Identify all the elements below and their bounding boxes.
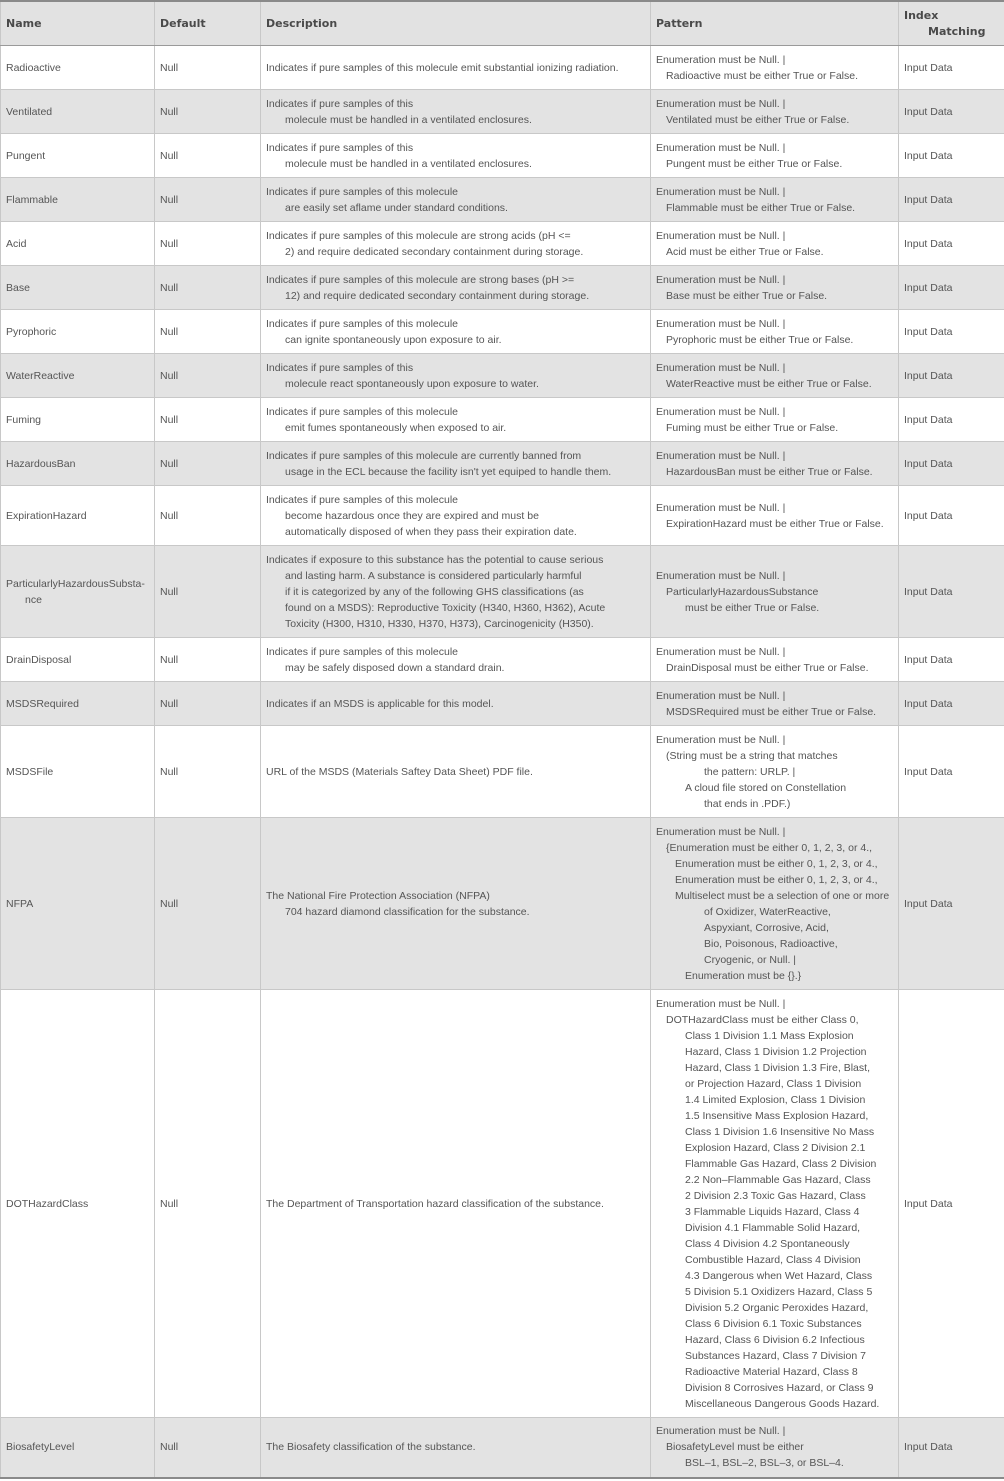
cell-default: Null	[155, 134, 261, 178]
table-row	[1, 486, 1004, 546]
cell-description	[261, 1418, 651, 1478]
cell-index-matching: Input Data	[899, 442, 1004, 486]
description-line: Indicates if pure samples of this molecule	[266, 185, 459, 198]
pattern-line: Fuming must be either True or False.	[666, 421, 839, 434]
pattern-line: Enumeration must be Null. |	[656, 273, 786, 286]
pattern-line: Hazard, Class 1 Division 1.2 Projection	[685, 1045, 867, 1058]
table-row	[1, 398, 1004, 442]
pattern-line: Hazard, Class 6 Division 6.2 Infectious	[685, 1333, 865, 1346]
pattern-line: Enumeration must be Null. |	[656, 689, 786, 702]
cell-index-matching: Input Data	[899, 818, 1004, 990]
cell-default: Null	[155, 990, 261, 1418]
cell-index-matching: Input Data	[899, 178, 1004, 222]
description-line: 2) and require dedicated secondary containment during storage.	[285, 245, 584, 258]
cell-pattern	[651, 682, 899, 726]
pattern-line: Flammable must be either True or False.	[666, 201, 856, 214]
cell-default: Null	[155, 222, 261, 266]
name-line: DOTHazardClass	[6, 1197, 89, 1210]
cell-index-matching: Input Data	[899, 134, 1004, 178]
pattern-line: Enumeration must be Null. |	[656, 733, 786, 746]
cell-index-matching: Input Data	[899, 990, 1004, 1418]
name-line: Radioactive	[6, 61, 61, 74]
cell-pattern	[651, 818, 899, 990]
name-line: NFPA	[6, 897, 34, 910]
cell-name	[1, 1418, 155, 1478]
cell-pattern	[651, 726, 899, 818]
cell-name	[1, 546, 155, 638]
pattern-line: 2 Division 2.3 Toxic Gas Hazard, Class	[685, 1189, 866, 1202]
cell-name	[1, 46, 155, 90]
cell-description	[261, 266, 651, 310]
column-header-index-matching	[899, 1, 1004, 46]
description-line: Indicates if exposure to this substance has the potential to cause serious	[266, 553, 604, 566]
pattern-line: Enumeration must be Null. |	[656, 997, 786, 1010]
pattern-line: Enumeration must be Null. |	[656, 449, 786, 462]
description-line: molecule must be handled in a ventilated enclosures.	[285, 157, 532, 170]
cell-pattern	[651, 486, 899, 546]
table-row	[1, 222, 1004, 266]
cell-name	[1, 90, 155, 134]
description-line: Indicates if pure samples of this	[266, 97, 414, 110]
cell-default: Null	[155, 1418, 261, 1478]
table-row	[1, 818, 1004, 990]
description-line: Toxicity (H300, H310, H330, H370, H373), Carcinogenicity (H350).	[285, 617, 594, 630]
cell-pattern	[651, 398, 899, 442]
description-line: Indicates if pure samples of this molecule	[266, 645, 459, 658]
description-line: Indicates if pure samples of this molecule	[266, 405, 459, 418]
cell-pattern	[651, 310, 899, 354]
table-row	[1, 266, 1004, 310]
pattern-line: Class 1 Division 1.1 Mass Explosion	[685, 1029, 854, 1042]
table-row	[1, 90, 1004, 134]
cell-index-matching: Input Data	[899, 1418, 1004, 1478]
table-row	[1, 178, 1004, 222]
pattern-line: Base must be either True or False.	[666, 289, 828, 302]
description-line: and lasting harm. A substance is considered particularly harmful	[285, 569, 582, 582]
cell-description	[261, 486, 651, 546]
description-line: Indicates if pure samples of this	[266, 361, 414, 374]
pattern-line: Pungent must be either True or False.	[666, 157, 843, 170]
cell-default: Null	[155, 818, 261, 990]
table-header	[1, 1, 1004, 46]
name-line: ExpirationHazard	[6, 509, 87, 522]
pattern-line: Enumeration must be Null. |	[656, 53, 786, 66]
description-line: are easily set aflame under standard conditions.	[285, 201, 508, 214]
description-line: molecule must be handled in a ventilated enclosures.	[285, 113, 532, 126]
pattern-line: 2.2 Non–Flammable Gas Hazard, Class	[685, 1173, 871, 1186]
cell-index-matching: Input Data	[899, 266, 1004, 310]
cell-description	[261, 90, 651, 134]
pattern-line: or Projection Hazard, Class 1 Division	[685, 1077, 862, 1090]
cell-index-matching: Input Data	[899, 398, 1004, 442]
cell-default: Null	[155, 266, 261, 310]
pattern-line: (String must be a string that matches	[666, 749, 838, 762]
pattern-line: BiosafetyLevel must be either	[666, 1441, 804, 1454]
cell-description	[261, 46, 651, 90]
description-line: become hazardous once they are expired and must be	[285, 509, 539, 522]
cell-name	[1, 354, 155, 398]
pattern-line: Enumeration must be Null. |	[656, 361, 786, 374]
cell-index-matching: Input Data	[899, 90, 1004, 134]
pattern-line: Enumeration must be Null. |	[656, 317, 786, 330]
pattern-line: MSDSRequired must be either True or False.	[666, 705, 877, 718]
description-line: Indicates if pure samples of this molecule are strong acids (pH <=	[266, 229, 571, 242]
description-line: Indicates if pure samples of this molecule	[266, 493, 459, 506]
description-line: may be safely disposed down a standard drain.	[285, 661, 505, 674]
pattern-line: of Oxidizer, WaterReactive,	[704, 905, 831, 918]
pattern-line: Enumeration must be {}.}	[685, 969, 802, 982]
description-line: automatically disposed of when they pass their expiration date.	[285, 525, 577, 538]
pattern-line: Enumeration must be either 0, 1, 2, 3, or 4.,	[675, 873, 878, 886]
cell-default: Null	[155, 310, 261, 354]
table-row	[1, 134, 1004, 178]
cell-pattern	[651, 1418, 899, 1478]
pattern-line: Bio, Poisonous, Radioactive,	[704, 937, 838, 950]
description-line: The Department of Transportation hazard classification of the substance.	[266, 1197, 604, 1210]
index-header-line2: Matching	[928, 24, 986, 38]
cell-name	[1, 990, 155, 1418]
cell-index-matching: Input Data	[899, 726, 1004, 818]
pattern-line: Ventilated must be either True or False.	[666, 113, 850, 126]
cell-default: Null	[155, 90, 261, 134]
pattern-line: Pyrophoric must be either True or False.	[666, 333, 854, 346]
cell-default: Null	[155, 442, 261, 486]
cell-index-matching: Input Data	[899, 46, 1004, 90]
pattern-line: Class 6 Division 6.1 Toxic Substances	[685, 1317, 862, 1330]
cell-description	[261, 638, 651, 682]
pattern-line: Cryogenic, or Null. |	[704, 953, 797, 966]
cell-name	[1, 442, 155, 486]
name-line: MSDSRequired	[6, 697, 79, 710]
name-line: HazardousBan	[6, 457, 76, 470]
pattern-line: Enumeration must be Null. |	[656, 1425, 786, 1438]
description-line: Indicates if pure samples of this	[266, 141, 414, 154]
cell-description	[261, 442, 651, 486]
description-line: Indicates if pure samples of this molecule	[266, 317, 459, 330]
cell-pattern	[651, 46, 899, 90]
pattern-line: Aspyxiant, Corrosive, Acid,	[704, 921, 829, 934]
cell-description	[261, 726, 651, 818]
cell-default: Null	[155, 398, 261, 442]
cell-pattern	[651, 638, 899, 682]
pattern-line: Explosion Hazard, Class 2 Division 2.1	[685, 1141, 866, 1154]
cell-index-matching: Input Data	[899, 354, 1004, 398]
name-line: WaterReactive	[6, 369, 75, 382]
cell-pattern	[651, 178, 899, 222]
cell-description	[261, 682, 651, 726]
table-body	[1, 46, 1004, 1478]
cell-description	[261, 134, 651, 178]
description-line: Indicates if pure samples of this molecule are currently banned from	[266, 449, 582, 462]
pattern-line: 1.5 Insensitive Mass Explosion Hazard,	[685, 1109, 869, 1122]
cell-name	[1, 726, 155, 818]
name-line: Ventilated	[6, 105, 53, 118]
table-row	[1, 46, 1004, 90]
cell-description	[261, 398, 651, 442]
table-row	[1, 638, 1004, 682]
pattern-line: Enumeration must be Null. |	[656, 645, 786, 658]
cell-description	[261, 178, 651, 222]
name-line: BiosafetyLevel	[6, 1441, 75, 1454]
cell-pattern	[651, 266, 899, 310]
pattern-line: that ends in .PDF.)	[704, 797, 791, 810]
cell-pattern	[651, 222, 899, 266]
index-header-line1: Index	[904, 8, 939, 22]
cell-description	[261, 354, 651, 398]
pattern-line: the pattern: URLP. |	[704, 765, 796, 778]
table-row	[1, 1418, 1004, 1478]
cell-description	[261, 222, 651, 266]
table-row	[1, 546, 1004, 638]
cell-default: Null	[155, 486, 261, 546]
pattern-line: A cloud file stored on Constellation	[685, 781, 847, 794]
cell-pattern	[651, 546, 899, 638]
cell-description	[261, 818, 651, 990]
column-header-name: Name	[1, 1, 155, 46]
cell-default: Null	[155, 354, 261, 398]
cell-default: Null	[155, 546, 261, 638]
pattern-line: Enumeration must be Null. |	[656, 405, 786, 418]
description-line: molecule react spontaneously upon exposure to water.	[285, 377, 539, 390]
table-row	[1, 682, 1004, 726]
pattern-line: ParticularlyHazardousSubstance	[666, 585, 819, 598]
cell-name	[1, 398, 155, 442]
pattern-line: HazardousBan must be either True or False.	[666, 465, 873, 478]
name-line: MSDSFile	[6, 765, 54, 778]
cell-name	[1, 818, 155, 990]
pattern-line: Acid must be either True or False.	[666, 245, 824, 258]
cell-name	[1, 266, 155, 310]
pattern-line: Flammable Gas Hazard, Class 2 Division	[685, 1157, 877, 1170]
pattern-line: Multiselect must be a selection of one or more	[675, 889, 890, 902]
cell-name	[1, 222, 155, 266]
pattern-line: Enumeration must be Null. |	[656, 185, 786, 198]
cell-index-matching: Input Data	[899, 546, 1004, 638]
pattern-line: must be either True or False.	[685, 601, 820, 614]
header-row	[1, 1, 1004, 46]
pattern-line: Substances Hazard, Class 7 Division 7	[685, 1349, 866, 1362]
cell-name	[1, 134, 155, 178]
pattern-line: 4.3 Dangerous when Wet Hazard, Class	[685, 1269, 873, 1282]
pattern-line: Radioactive Material Hazard, Class 8	[685, 1365, 858, 1378]
cell-default: Null	[155, 178, 261, 222]
cell-index-matching: Input Data	[899, 638, 1004, 682]
table-row	[1, 726, 1004, 818]
cell-description	[261, 310, 651, 354]
description-line: if it is categorized by any of the following GHS classifications (as	[285, 585, 584, 598]
name-line: nce	[25, 593, 42, 606]
pattern-line: Class 4 Division 4.2 Spontaneously	[685, 1237, 850, 1250]
cell-default: Null	[155, 682, 261, 726]
cell-name	[1, 310, 155, 354]
description-line: URL of the MSDS (Materials Saftey Data Sheet) PDF file.	[266, 765, 533, 778]
pattern-line: 1.4 Limited Explosion, Class 1 Division	[685, 1093, 866, 1106]
pattern-line: Division 8 Corrosives Hazard, or Class 9	[685, 1381, 874, 1394]
description-line: Indicates if an MSDS is applicable for this model.	[266, 697, 494, 710]
cell-index-matching: Input Data	[899, 682, 1004, 726]
pattern-line: Division 4.1 Flammable Solid Hazard,	[685, 1221, 861, 1234]
cell-name	[1, 682, 155, 726]
column-header-description: Description	[261, 1, 651, 46]
cell-description	[261, 990, 651, 1418]
pattern-line: Enumeration must be Null. |	[656, 825, 786, 838]
cell-default: Null	[155, 638, 261, 682]
pattern-line: Combustible Hazard, Class 4 Division	[685, 1253, 861, 1266]
cell-pattern	[651, 90, 899, 134]
cell-index-matching: Input Data	[899, 310, 1004, 354]
column-header-pattern: Pattern	[651, 1, 899, 46]
pattern-line: 3 Flammable Liquids Hazard, Class 4	[685, 1205, 860, 1218]
pattern-line: Miscellaneous Dangerous Goods Hazard.	[685, 1397, 880, 1410]
pattern-line: Enumeration must be Null. |	[656, 229, 786, 242]
cell-pattern	[651, 442, 899, 486]
table-row	[1, 990, 1004, 1418]
description-line: The National Fire Protection Association (NFPA)	[266, 889, 490, 902]
pattern-line: Enumeration must be Null. |	[656, 97, 786, 110]
cell-pattern	[651, 990, 899, 1418]
cell-name	[1, 638, 155, 682]
cell-default: Null	[155, 46, 261, 90]
pattern-line: DrainDisposal must be either True or False.	[666, 661, 869, 674]
pattern-line: Enumeration must be either 0, 1, 2, 3, or 4.,	[675, 857, 878, 870]
cell-pattern	[651, 134, 899, 178]
pattern-line: DOTHazardClass must be either Class 0,	[666, 1013, 859, 1026]
cell-index-matching: Input Data	[899, 222, 1004, 266]
description-line: 12) and require dedicated secondary containment during storage.	[285, 289, 590, 302]
column-header-default: Default	[155, 1, 261, 46]
name-line: Acid	[6, 237, 27, 250]
pattern-line: Enumeration must be Null. |	[656, 501, 786, 514]
pattern-line: Hazard, Class 1 Division 1.3 Fire, Blast,	[685, 1061, 870, 1074]
pattern-line: WaterReactive must be either True or False.	[666, 377, 872, 390]
cell-index-matching: Input Data	[899, 486, 1004, 546]
pattern-line: 5 Division 5.1 Oxidizers Hazard, Class 5	[685, 1285, 873, 1298]
pattern-line: Radioactive must be either True or False.	[666, 69, 859, 82]
table-row	[1, 442, 1004, 486]
name-line: Pungent	[6, 149, 46, 162]
name-line: DrainDisposal	[6, 653, 72, 666]
pattern-line: {Enumeration must be either 0, 1, 2, 3, or 4.,	[666, 841, 873, 854]
cell-name	[1, 486, 155, 546]
cell-description	[261, 546, 651, 638]
description-line: usage in the ECL because the facility isn't yet equiped to handle them.	[285, 465, 612, 478]
table-row	[1, 354, 1004, 398]
description-line: emit fumes spontaneously when exposed to air.	[285, 421, 507, 434]
description-line: can ignite spontaneously upon exposure to air.	[285, 333, 502, 346]
description-line: found on a MSDS): Reproductive Toxicity (H340, H360, H362), Acute	[285, 601, 606, 614]
name-line: Flammable	[6, 193, 58, 206]
pattern-line: ExpirationHazard must be either True or False.	[666, 517, 884, 530]
cell-name	[1, 178, 155, 222]
cell-default: Null	[155, 726, 261, 818]
name-line: ParticularlyHazardousSubsta-	[6, 577, 145, 590]
name-line: Pyrophoric	[6, 325, 57, 338]
description-line: The Biosafety classification of the substance.	[266, 1441, 476, 1454]
pattern-line: Division 5.2 Organic Peroxides Hazard,	[685, 1301, 869, 1314]
pattern-line: Enumeration must be Null. |	[656, 569, 786, 582]
description-line: Indicates if pure samples of this molecule emit substantial ionizing radiation.	[266, 61, 619, 74]
name-line: Fuming	[6, 413, 42, 426]
description-line: Indicates if pure samples of this molecule are strong bases (pH >=	[266, 273, 575, 286]
name-line: Base	[6, 281, 30, 294]
pattern-line: Class 1 Division 1.6 Insensitive No Mass	[685, 1125, 875, 1138]
description-line: 704 hazard diamond classification for the substance.	[285, 905, 530, 918]
cell-pattern	[651, 354, 899, 398]
table-row	[1, 310, 1004, 354]
pattern-line: Enumeration must be Null. |	[656, 141, 786, 154]
pattern-line: BSL–1, BSL–2, BSL–3, or BSL–4.	[685, 1457, 844, 1470]
